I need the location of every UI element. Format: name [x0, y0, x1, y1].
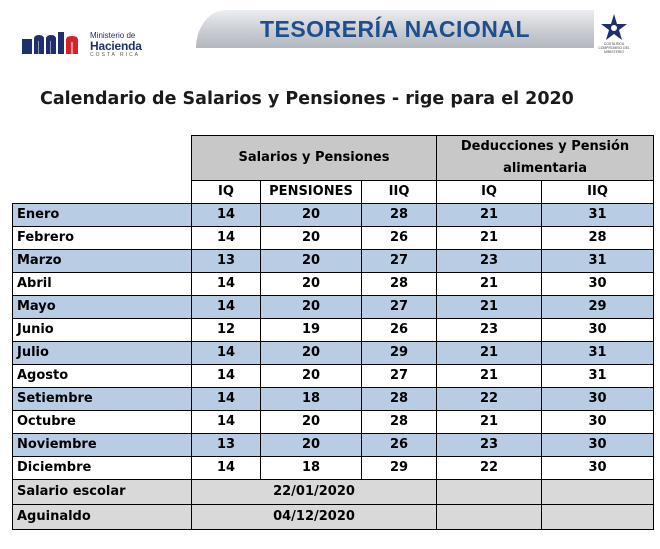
blank-cell [13, 136, 192, 181]
tesoreria-logo-caption [588, 43, 640, 55]
ministerio-hacienda-logo-icon [22, 32, 90, 54]
value-cell: 21 [437, 273, 542, 296]
value-cell: 31 [542, 250, 654, 273]
value-cell: 21 [437, 411, 542, 434]
value-cell: 31 [542, 365, 654, 388]
value-cell: 30 [542, 434, 654, 457]
month-cell: Julio [13, 342, 192, 365]
value-cell: 30 [542, 457, 654, 480]
table-row [13, 204, 654, 227]
value-cell: 29 [362, 457, 437, 480]
value-cell: 14 [192, 227, 261, 250]
value-cell: 21 [437, 296, 542, 319]
table-row [13, 296, 654, 319]
column-header-ded-iq: IQ [437, 181, 542, 204]
value-cell: 21 [437, 227, 542, 250]
month-cell: Noviembre [13, 434, 192, 457]
table-row [13, 411, 654, 434]
value-cell: 20 [261, 227, 362, 250]
value-cell: 14 [192, 388, 261, 411]
value-cell: 27 [362, 296, 437, 319]
value-cell: 26 [362, 319, 437, 342]
title-banner [196, 10, 594, 48]
group-deducciones [437, 136, 654, 181]
value-cell: 14 [192, 204, 261, 227]
table-row [13, 250, 654, 273]
value-cell: 20 [261, 365, 362, 388]
value-cell: 28 [362, 204, 437, 227]
value-cell: 20 [261, 296, 362, 319]
month-cell: Agosto [13, 365, 192, 388]
value-cell: 20 [261, 411, 362, 434]
value-cell: 20 [261, 204, 362, 227]
value-cell: 26 [362, 434, 437, 457]
group-deducciones-line-1: Deducciones y Pensión [460, 139, 630, 154]
value-cell: 14 [192, 457, 261, 480]
value-cell: 28 [362, 411, 437, 434]
calendar-table [12, 135, 654, 530]
value-cell: 14 [192, 365, 261, 388]
footer-date: 22/01/2020 [192, 480, 437, 505]
value-cell: 21 [437, 365, 542, 388]
column-header-pensiones: PENSIONES [261, 181, 362, 204]
value-cell: 22 [437, 457, 542, 480]
value-cell: 20 [261, 250, 362, 273]
value-cell: 30 [542, 319, 654, 342]
month-cell: Octubre [13, 411, 192, 434]
month-cell: Marzo [13, 250, 192, 273]
value-cell: 29 [542, 296, 654, 319]
value-cell: 14 [192, 273, 261, 296]
value-cell: 18 [261, 388, 362, 411]
footer-label: Aguinaldo [13, 505, 192, 530]
value-cell: 18 [261, 457, 362, 480]
column-header-iq: IQ [192, 181, 261, 204]
column-header-row [13, 181, 654, 204]
page-title: Calendario de Salarios y Pensiones - rige para el 2020 [40, 89, 574, 109]
value-cell: 28 [362, 273, 437, 296]
footer-row [13, 480, 654, 505]
empty-cell [437, 480, 542, 505]
footer-date: 04/12/2020 [192, 505, 437, 530]
column-header-iiq: IIQ [362, 181, 437, 204]
page-header [0, 0, 660, 60]
ministry-name [90, 32, 142, 58]
month-cell: Enero [13, 204, 192, 227]
value-cell: 23 [437, 250, 542, 273]
month-cell: Diciembre [13, 457, 192, 480]
ts-logo-line-1: COSTA RICA [603, 42, 625, 46]
value-cell: 13 [192, 434, 261, 457]
month-cell: Febrero [13, 227, 192, 250]
ministry-line-2: Hacienda [90, 39, 142, 53]
value-cell: 19 [261, 319, 362, 342]
value-cell: 14 [192, 411, 261, 434]
value-cell: 29 [362, 342, 437, 365]
group-deducciones-line-2: alimentaria [503, 161, 587, 176]
value-cell: 30 [542, 273, 654, 296]
table-row [13, 319, 654, 342]
month-cell: Mayo [13, 296, 192, 319]
empty-cell [542, 505, 654, 530]
value-cell: 21 [437, 342, 542, 365]
value-cell: 27 [362, 250, 437, 273]
empty-cell [542, 480, 654, 505]
value-cell: 23 [437, 319, 542, 342]
value-cell: 20 [261, 342, 362, 365]
value-cell: 12 [192, 319, 261, 342]
value-cell: 31 [542, 342, 654, 365]
group-salarios: Salarios y Pensiones [192, 136, 437, 181]
group-header-row [13, 136, 654, 181]
value-cell: 22 [437, 388, 542, 411]
table-row [13, 434, 654, 457]
ministry-line-3: COSTA RICA [90, 52, 140, 58]
value-cell: 31 [542, 204, 654, 227]
month-cell: Abril [13, 273, 192, 296]
table-row [13, 227, 654, 250]
value-cell: 14 [192, 296, 261, 319]
value-cell: 14 [192, 342, 261, 365]
ministry-line-1: Ministerio de [90, 31, 136, 40]
value-cell: 26 [362, 227, 437, 250]
value-cell: 13 [192, 250, 261, 273]
table-row [13, 388, 654, 411]
ts-logo-line-2: COMPROMISO DEL MINISTERIO [598, 45, 630, 54]
table-row [13, 457, 654, 480]
value-cell: 23 [437, 434, 542, 457]
column-header-ded-iiq: IIQ [542, 181, 654, 204]
value-cell: 30 [542, 411, 654, 434]
banner-title: TESORERÍA NACIONAL [259, 16, 531, 42]
month-cell: Junio [13, 319, 192, 342]
value-cell: 30 [542, 388, 654, 411]
table-row [13, 273, 654, 296]
empty-cell [437, 505, 542, 530]
value-cell: 20 [261, 434, 362, 457]
month-cell: Setiembre [13, 388, 192, 411]
value-cell: 21 [437, 204, 542, 227]
value-cell: 27 [362, 365, 437, 388]
value-cell: 28 [362, 388, 437, 411]
footer-row [13, 505, 654, 530]
footer-label: Salario escolar [13, 480, 192, 505]
blank-cell [13, 181, 192, 204]
table-row [13, 365, 654, 388]
value-cell: 28 [542, 227, 654, 250]
value-cell: 20 [261, 273, 362, 296]
table-row [13, 342, 654, 365]
